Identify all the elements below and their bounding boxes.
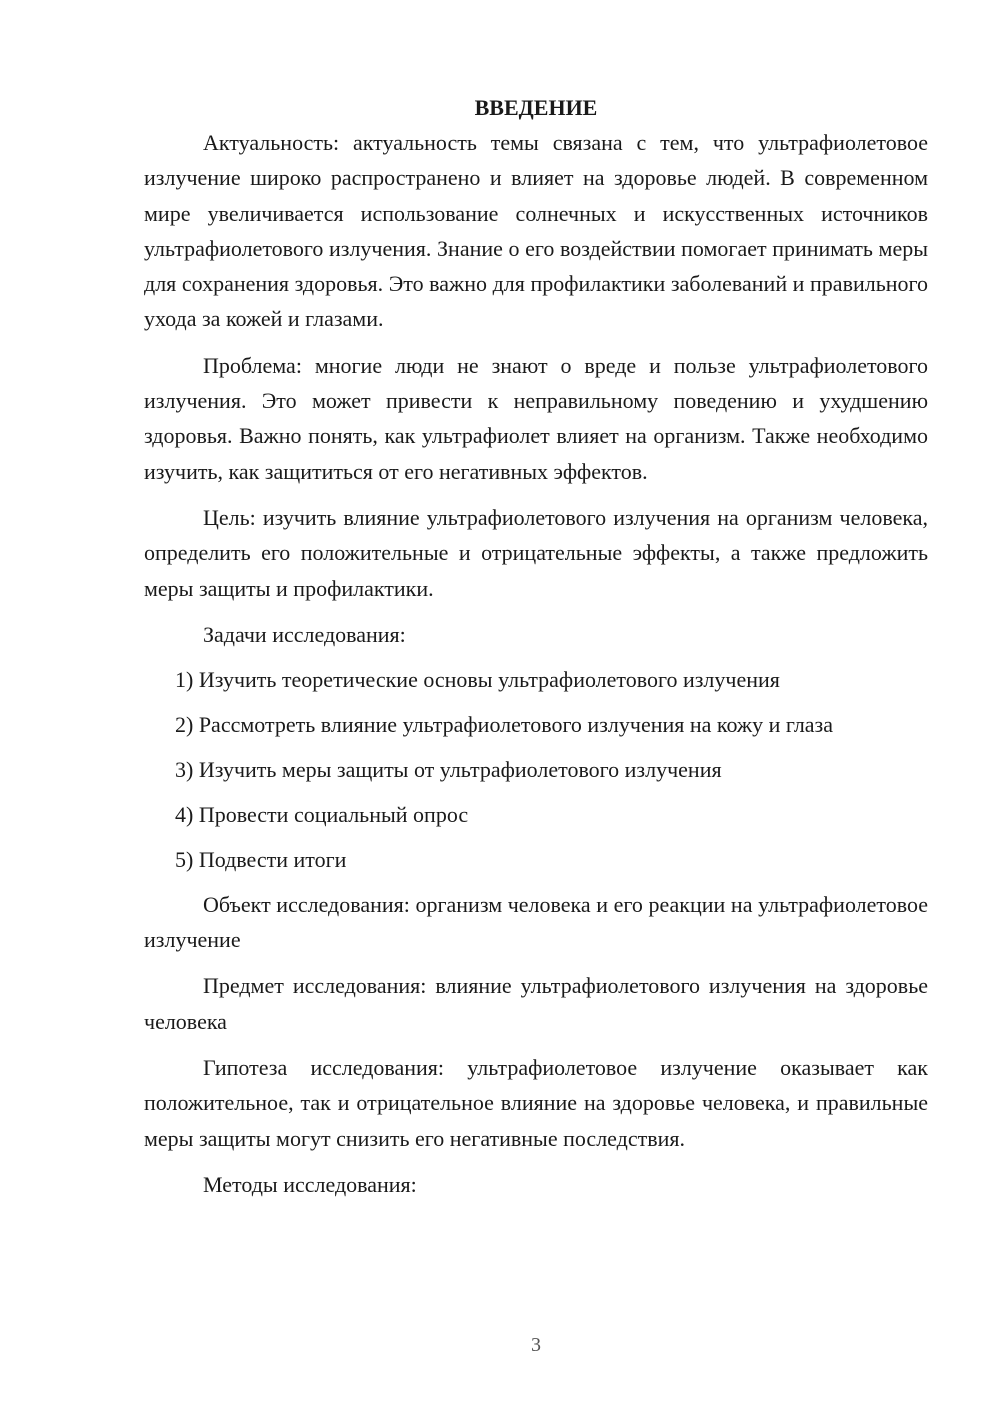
paragraph-object: Объект исследования: организм человека и его реакции на ультрафиолетовое излучение (144, 891, 928, 953)
page-number: 3 (531, 1334, 541, 1356)
paragraph-subject: Предмет исследования: влияние ультрафиолетового излучения на здоровье человека (144, 973, 928, 1034)
tasks-list (144, 662, 928, 877)
document-page (144, 90, 928, 1213)
methods-heading: Методы исследования: (203, 1171, 417, 1197)
tasks-heading: Задачи исследования: (203, 621, 406, 647)
list-item: 3) Изучить меры защиты от ультрафиолетового излучения (175, 756, 722, 782)
list-item: 5) Подвести итоги (175, 846, 347, 872)
list-item: 2) Рассмотреть влияние ультрафиолетового излучения на кожу и глаза (175, 711, 834, 737)
page-title: ВВЕДЕНИЕ (474, 95, 598, 120)
paragraph-relevance: Актуальность: актуальность темы связана с тем, что ультрафиолетовое излучение широко распространено и влияет на здоровье людей. В современном мире увеличивается использование солнечных и искусственных источников ультрафиолетового излучения. Знание о его воздействии помогает принимать меры для сохранения здоровья. Это важно для профилактики заболеваний и правильного ухода за кожей и глазами. (144, 130, 928, 332)
list-item: 4) Провести социальный опрос (175, 801, 469, 827)
list-item: 1) Изучить теоретические основы ультрафиолетового излучения (175, 666, 780, 692)
paragraph-hypothesis: Гипотеза исследования: ультрафиолетовое излучение оказывает как положительное, так и отрицательное влияние на здоровье человека, и правильные меры защиты могут снизить его негативные последствия. (144, 1055, 928, 1151)
paragraph-problem: Проблема: многие люди не знают о вреде и пользе ультрафиолетового излучения. Это может привести к неправильному поведению и ухудшению здоровья. Важно понять, как ультрафиолет влияет на организм. Также необходимо изучить, как защититься от его негативных эффектов. (144, 352, 928, 484)
paragraph-goal: Цель: изучить влияние ультрафиолетового излучения на организм человека, определить его положительные и отрицательные эффекты, а также предложить меры защиты и профилактики. (144, 504, 928, 601)
